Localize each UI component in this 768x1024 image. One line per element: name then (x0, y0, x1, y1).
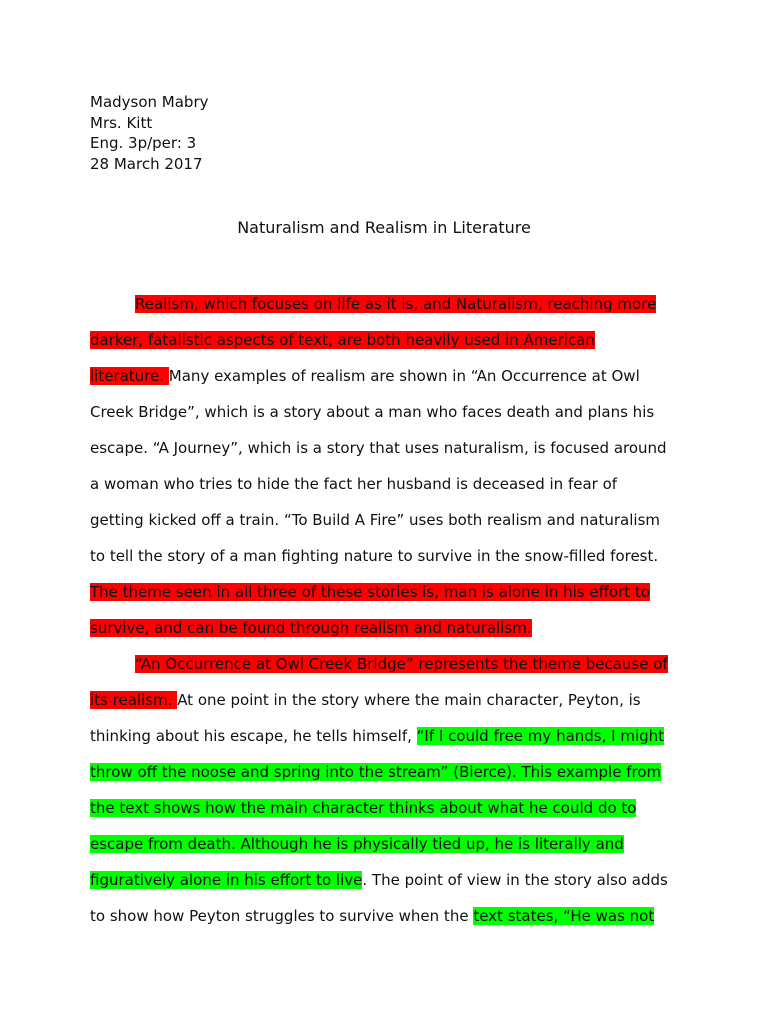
essay-header (90, 92, 209, 174)
red-highlight-segment: literature. (90, 367, 169, 385)
red-highlight-segment: The theme seen in all three of these stories is, man is alone in his effort to (90, 583, 651, 601)
text-segment: to show how Peyton struggles to survive when the (90, 907, 474, 925)
red-highlight-segment: darker, fatalistic aspects of text, are both heavily used in American (90, 331, 595, 349)
green-highlight-segment: text states, “He was not (473, 907, 655, 925)
green-highlight-segment: the text shows how the main character thinks about what he could do to (90, 799, 637, 817)
text-segment: Many examples of realism are shown in “An Occurrence at Owl (168, 367, 640, 385)
text-segment: getting kicked off a train. “To Build A Fire” uses both realism and naturalism (90, 511, 660, 529)
text-line (90, 286, 690, 322)
text-line (90, 790, 690, 826)
text-line (90, 538, 690, 574)
text-line (90, 358, 690, 394)
text-segment: escape. “A Journey”, which is a story that uses naturalism, is focused around (90, 439, 667, 457)
text-line (90, 718, 690, 754)
text-line (90, 430, 690, 466)
text-line (90, 862, 690, 898)
text-segment: a woman who tries to hide the fact her husband is deceased in fear of (90, 475, 618, 493)
red-highlight-segment: “An Occurrence at Owl Creek Bridge” represents the theme because of (135, 655, 668, 673)
text-line (90, 322, 690, 358)
class-period: Eng. 3p/per: 3 (90, 134, 197, 152)
text-segment: to tell the story of a man fighting nature to survive in the snow-filled forest. (90, 547, 659, 565)
text-line (90, 898, 690, 934)
green-highlight-segment: escape from death. Although he is physically tied up, he is literally and (90, 835, 624, 853)
author-name: Madyson Mabry (90, 93, 209, 111)
essay-date: 28 March 2017 (90, 154, 203, 173)
red-highlight-segment: survive, and can be found through realism and naturalism. (90, 619, 532, 637)
text-line (90, 574, 690, 610)
text-line (90, 502, 690, 538)
teacher-name: Mrs. Kitt (90, 113, 153, 132)
green-highlight-segment: throw off the noose and spring into the stream” (Bierce). This example from (90, 763, 662, 781)
essay-title: Naturalism and Realism in Literature (237, 218, 531, 237)
text-line (90, 826, 690, 862)
green-highlight-segment: figuratively alone in his effort to live (90, 871, 363, 889)
text-segment: Creek Bridge”, which is a story about a man who faces death and plans his (90, 403, 655, 421)
red-highlight-segment: its realism. (90, 691, 178, 709)
green-highlight-segment: “If I could free my hands, I might (416, 727, 665, 745)
text-line (90, 394, 690, 430)
text-line (90, 754, 690, 790)
text-line (90, 682, 690, 718)
text-line (90, 646, 690, 682)
essay-body (90, 286, 690, 934)
text-segment: . The point of view in the story also adds (362, 871, 668, 889)
text-line (90, 610, 690, 646)
text-segment: At one point in the story where the main character, Peyton, is (177, 691, 641, 709)
red-highlight-segment: Realism, which focuses on life as it is, and Naturalism, reaching more (135, 295, 657, 313)
text-line (90, 466, 690, 502)
text-segment: thinking about his escape, he tells himself, (90, 727, 417, 745)
